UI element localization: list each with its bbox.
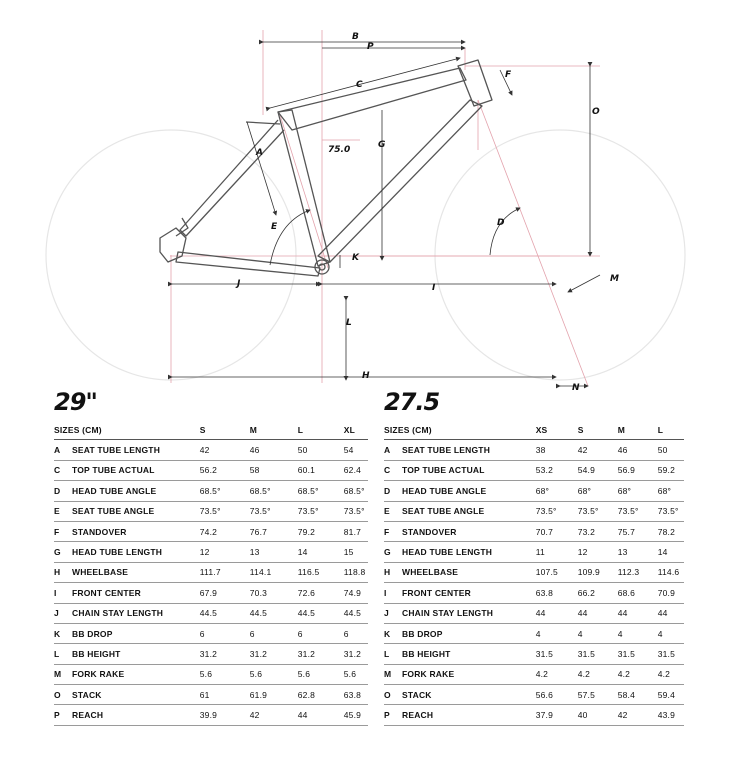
row-value: 4.2 bbox=[536, 664, 578, 684]
table-header-row bbox=[54, 420, 368, 440]
row-code: F bbox=[384, 521, 402, 541]
row-measurement-name: BB HEIGHT bbox=[402, 644, 536, 664]
row-value: 68.5° bbox=[250, 481, 298, 501]
row-value: 6 bbox=[344, 623, 368, 643]
row-value: 39.9 bbox=[200, 705, 250, 725]
table-row bbox=[54, 440, 368, 460]
row-code: I bbox=[384, 583, 402, 603]
row-value: 4.2 bbox=[578, 664, 618, 684]
row-value: 62.8 bbox=[298, 685, 344, 705]
row-value: 66.2 bbox=[578, 583, 618, 603]
table-row bbox=[384, 705, 684, 725]
row-code: H bbox=[384, 562, 402, 582]
row-code: I bbox=[54, 583, 72, 603]
row-value: 31.5 bbox=[578, 644, 618, 664]
size-col-header: XL bbox=[344, 420, 368, 440]
row-code: F bbox=[54, 521, 72, 541]
row-value: 44 bbox=[298, 705, 344, 725]
row-code: J bbox=[54, 603, 72, 623]
row-measurement-name: HEAD TUBE ANGLE bbox=[402, 481, 536, 501]
row-measurement-name: HEAD TUBE LENGTH bbox=[402, 542, 536, 562]
row-value: 31.5 bbox=[658, 644, 684, 664]
size-col-header: M bbox=[618, 420, 658, 440]
table-row bbox=[54, 583, 368, 603]
row-value: 42 bbox=[200, 440, 250, 460]
row-value: 68.5° bbox=[344, 481, 368, 501]
table-row bbox=[54, 644, 368, 664]
row-value: 42 bbox=[618, 705, 658, 725]
table-row bbox=[54, 664, 368, 684]
table-row bbox=[54, 460, 368, 480]
row-measurement-name: BB DROP bbox=[402, 623, 536, 643]
row-value: 11 bbox=[536, 542, 578, 562]
row-code: M bbox=[384, 664, 402, 684]
label-m: M bbox=[610, 274, 619, 284]
table-row bbox=[384, 562, 684, 582]
size-col-header: S bbox=[578, 420, 618, 440]
row-code: H bbox=[54, 562, 72, 582]
label-n: N bbox=[572, 383, 580, 390]
row-code: G bbox=[54, 542, 72, 562]
row-code: K bbox=[384, 623, 402, 643]
row-value: 68° bbox=[578, 481, 618, 501]
row-measurement-name: HEAD TUBE LENGTH bbox=[72, 542, 200, 562]
row-value: 68° bbox=[618, 481, 658, 501]
table-title-29: 29" bbox=[54, 388, 97, 416]
row-value: 44.5 bbox=[200, 603, 250, 623]
label-j: J bbox=[237, 279, 241, 289]
row-measurement-name: FRONT CENTER bbox=[72, 583, 200, 603]
row-code: A bbox=[54, 440, 72, 460]
label-p: P bbox=[367, 42, 374, 52]
row-value: 31.5 bbox=[536, 644, 578, 664]
row-value: 73.2 bbox=[578, 521, 618, 541]
table-row bbox=[384, 460, 684, 480]
label-e: E bbox=[271, 222, 278, 232]
row-value: 70.3 bbox=[250, 583, 298, 603]
row-value: 74.9 bbox=[344, 583, 368, 603]
dimension-lines bbox=[172, 42, 600, 386]
table-row bbox=[384, 685, 684, 705]
label-i: I bbox=[432, 283, 436, 293]
row-measurement-name: STANDOVER bbox=[72, 521, 200, 541]
row-value: 4 bbox=[618, 623, 658, 643]
row-value: 42 bbox=[578, 440, 618, 460]
size-col-header: L bbox=[298, 420, 344, 440]
row-value: 5.6 bbox=[200, 664, 250, 684]
row-measurement-name: FORK RAKE bbox=[72, 664, 200, 684]
row-value: 61.9 bbox=[250, 685, 298, 705]
sizes-header: SIZES (CM) bbox=[384, 420, 536, 440]
row-value: 44 bbox=[618, 603, 658, 623]
row-value: 44 bbox=[578, 603, 618, 623]
row-code: P bbox=[54, 705, 72, 725]
row-value: 44.5 bbox=[250, 603, 298, 623]
row-code: P bbox=[384, 705, 402, 725]
row-value: 38 bbox=[536, 440, 578, 460]
row-measurement-name: STACK bbox=[402, 685, 536, 705]
row-value: 13 bbox=[250, 542, 298, 562]
row-code: K bbox=[54, 623, 72, 643]
row-value: 46 bbox=[618, 440, 658, 460]
row-measurement-name: HEAD TUBE ANGLE bbox=[72, 481, 200, 501]
row-code: O bbox=[54, 685, 72, 705]
row-value: 45.9 bbox=[344, 705, 368, 725]
row-value: 50 bbox=[298, 440, 344, 460]
row-value: 81.7 bbox=[344, 521, 368, 541]
construction-lines bbox=[170, 30, 600, 386]
row-value: 61 bbox=[200, 685, 250, 705]
row-value: 109.9 bbox=[578, 562, 618, 582]
label-d: D bbox=[497, 218, 505, 228]
table-row bbox=[54, 603, 368, 623]
row-value: 15 bbox=[344, 542, 368, 562]
row-measurement-name: FRONT CENTER bbox=[402, 583, 536, 603]
table-row bbox=[384, 542, 684, 562]
row-value: 70.9 bbox=[658, 583, 684, 603]
row-code: C bbox=[54, 460, 72, 480]
table-row bbox=[384, 501, 684, 521]
table-row bbox=[54, 705, 368, 725]
row-value: 73.5° bbox=[344, 501, 368, 521]
row-measurement-name: TOP TUBE ACTUAL bbox=[402, 460, 536, 480]
size-col-header: M bbox=[250, 420, 298, 440]
row-value: 59.2 bbox=[658, 460, 684, 480]
table-header-row bbox=[384, 420, 684, 440]
table-row bbox=[384, 481, 684, 501]
row-value: 116.5 bbox=[298, 562, 344, 582]
row-measurement-name: CHAIN STAY LENGTH bbox=[402, 603, 536, 623]
row-value: 6 bbox=[200, 623, 250, 643]
table-row bbox=[384, 623, 684, 643]
row-measurement-name: TOP TUBE ACTUAL bbox=[72, 460, 200, 480]
size-col-header: S bbox=[200, 420, 250, 440]
row-value: 58 bbox=[250, 460, 298, 480]
row-value: 68.6 bbox=[618, 583, 658, 603]
row-value: 5.6 bbox=[344, 664, 368, 684]
label-o: O bbox=[592, 107, 600, 117]
row-value: 57.5 bbox=[578, 685, 618, 705]
row-value: 4.2 bbox=[658, 664, 684, 684]
table-row bbox=[54, 542, 368, 562]
row-code: E bbox=[384, 501, 402, 521]
row-value: 73.5° bbox=[578, 501, 618, 521]
row-value: 44 bbox=[658, 603, 684, 623]
row-value: 73.5° bbox=[200, 501, 250, 521]
row-value: 46 bbox=[250, 440, 298, 460]
row-value: 54 bbox=[344, 440, 368, 460]
row-value: 5.6 bbox=[250, 664, 298, 684]
row-code: M bbox=[54, 664, 72, 684]
row-value: 6 bbox=[298, 623, 344, 643]
label-b: B bbox=[352, 32, 359, 42]
row-code: G bbox=[384, 542, 402, 562]
row-value: 43.9 bbox=[658, 705, 684, 725]
row-value: 111.7 bbox=[200, 562, 250, 582]
row-value: 56.6 bbox=[536, 685, 578, 705]
row-value: 6 bbox=[250, 623, 298, 643]
row-value: 114.1 bbox=[250, 562, 298, 582]
row-value: 4 bbox=[578, 623, 618, 643]
geometry-table-29 bbox=[54, 388, 368, 726]
row-code: C bbox=[384, 460, 402, 480]
table-row bbox=[384, 664, 684, 684]
row-value: 68° bbox=[658, 481, 684, 501]
front-wheel bbox=[435, 130, 685, 380]
row-code: A bbox=[384, 440, 402, 460]
row-value: 50 bbox=[658, 440, 684, 460]
label-l: L bbox=[346, 318, 352, 328]
row-value: 13 bbox=[618, 542, 658, 562]
row-code: D bbox=[384, 481, 402, 501]
label-h: H bbox=[362, 371, 370, 381]
row-value: 73.5° bbox=[250, 501, 298, 521]
row-value: 112.3 bbox=[618, 562, 658, 582]
size-col-header: XS bbox=[536, 420, 578, 440]
row-value: 4 bbox=[536, 623, 578, 643]
row-code: O bbox=[384, 685, 402, 705]
label-c: C bbox=[356, 80, 363, 90]
row-measurement-name: BB DROP bbox=[72, 623, 200, 643]
row-value: 62.4 bbox=[344, 460, 368, 480]
row-value: 67.9 bbox=[200, 583, 250, 603]
geometry-table-275 bbox=[384, 388, 684, 726]
table-row bbox=[54, 562, 368, 582]
row-measurement-name: REACH bbox=[72, 705, 200, 725]
row-measurement-name: SEAT TUBE LENGTH bbox=[402, 440, 536, 460]
row-value: 68.5° bbox=[200, 481, 250, 501]
row-value: 31.2 bbox=[344, 644, 368, 664]
row-value: 56.9 bbox=[618, 460, 658, 480]
row-value: 72.6 bbox=[298, 583, 344, 603]
table-row bbox=[54, 685, 368, 705]
row-value: 44.5 bbox=[298, 603, 344, 623]
row-value: 73.5° bbox=[536, 501, 578, 521]
label-a: A bbox=[256, 148, 263, 158]
size-col-header: L bbox=[658, 420, 684, 440]
table-row bbox=[54, 501, 368, 521]
row-value: 12 bbox=[200, 542, 250, 562]
row-value: 73.5° bbox=[658, 501, 684, 521]
label-k: K bbox=[352, 253, 359, 263]
row-value: 68° bbox=[536, 481, 578, 501]
row-value: 37.9 bbox=[536, 705, 578, 725]
row-measurement-name: FORK RAKE bbox=[402, 664, 536, 684]
table-row bbox=[384, 644, 684, 664]
row-measurement-name: SEAT TUBE ANGLE bbox=[402, 501, 536, 521]
row-measurement-name: BB HEIGHT bbox=[72, 644, 200, 664]
row-value: 58.4 bbox=[618, 685, 658, 705]
label-g: F bbox=[505, 70, 512, 80]
row-measurement-name: WHEELBASE bbox=[72, 562, 200, 582]
row-value: 56.2 bbox=[200, 460, 250, 480]
row-code: E bbox=[54, 501, 72, 521]
row-value: 14 bbox=[658, 542, 684, 562]
row-measurement-name: SEAT TUBE ANGLE bbox=[72, 501, 200, 521]
row-value: 14 bbox=[298, 542, 344, 562]
row-value: 68.5° bbox=[298, 481, 344, 501]
table-row bbox=[384, 521, 684, 541]
seat-angle-value: 75.0 bbox=[328, 145, 351, 155]
table-row bbox=[54, 481, 368, 501]
row-value: 73.5° bbox=[618, 501, 658, 521]
row-value: 76.7 bbox=[250, 521, 298, 541]
row-value: 75.7 bbox=[618, 521, 658, 541]
row-code: L bbox=[54, 644, 72, 664]
table-row bbox=[54, 521, 368, 541]
row-value: 44 bbox=[536, 603, 578, 623]
row-code: L bbox=[384, 644, 402, 664]
sizes-header: SIZES (CM) bbox=[54, 420, 200, 440]
row-value: 107.5 bbox=[536, 562, 578, 582]
row-value: 42 bbox=[250, 705, 298, 725]
row-value: 31.5 bbox=[618, 644, 658, 664]
row-value: 63.8 bbox=[536, 583, 578, 603]
row-measurement-name: STANDOVER bbox=[402, 521, 536, 541]
row-value: 114.6 bbox=[658, 562, 684, 582]
row-value: 5.6 bbox=[298, 664, 344, 684]
table-row bbox=[54, 623, 368, 643]
table-row bbox=[384, 603, 684, 623]
row-value: 74.2 bbox=[200, 521, 250, 541]
row-value: 40 bbox=[578, 705, 618, 725]
row-value: 118.8 bbox=[344, 562, 368, 582]
row-measurement-name: SEAT TUBE LENGTH bbox=[72, 440, 200, 460]
dimension-labels bbox=[235, 32, 619, 390]
row-value: 53.2 bbox=[536, 460, 578, 480]
row-value: 73.5° bbox=[298, 501, 344, 521]
row-value: 4.2 bbox=[618, 664, 658, 684]
row-value: 44.5 bbox=[344, 603, 368, 623]
bike-frame bbox=[160, 60, 492, 276]
row-value: 31.2 bbox=[298, 644, 344, 664]
table-row bbox=[384, 583, 684, 603]
row-measurement-name: STACK bbox=[72, 685, 200, 705]
row-value: 63.8 bbox=[344, 685, 368, 705]
row-value: 12 bbox=[578, 542, 618, 562]
row-value: 54.9 bbox=[578, 460, 618, 480]
row-value: 79.2 bbox=[298, 521, 344, 541]
table-title-275: 27.5 bbox=[384, 388, 440, 416]
row-value: 78.2 bbox=[658, 521, 684, 541]
table-row bbox=[384, 440, 684, 460]
row-code: D bbox=[54, 481, 72, 501]
row-measurement-name: CHAIN STAY LENGTH bbox=[72, 603, 200, 623]
label-f: G bbox=[378, 140, 386, 150]
row-code: J bbox=[384, 603, 402, 623]
row-value: 4 bbox=[658, 623, 684, 643]
row-value: 60.1 bbox=[298, 460, 344, 480]
geometry-table-29-grid bbox=[54, 420, 368, 726]
row-value: 31.2 bbox=[250, 644, 298, 664]
row-value: 31.2 bbox=[200, 644, 250, 664]
row-value: 70.7 bbox=[536, 521, 578, 541]
row-measurement-name: REACH bbox=[402, 705, 536, 725]
row-measurement-name: WHEELBASE bbox=[402, 562, 536, 582]
row-value: 59.4 bbox=[658, 685, 684, 705]
geometry-table-275-grid bbox=[384, 420, 684, 726]
